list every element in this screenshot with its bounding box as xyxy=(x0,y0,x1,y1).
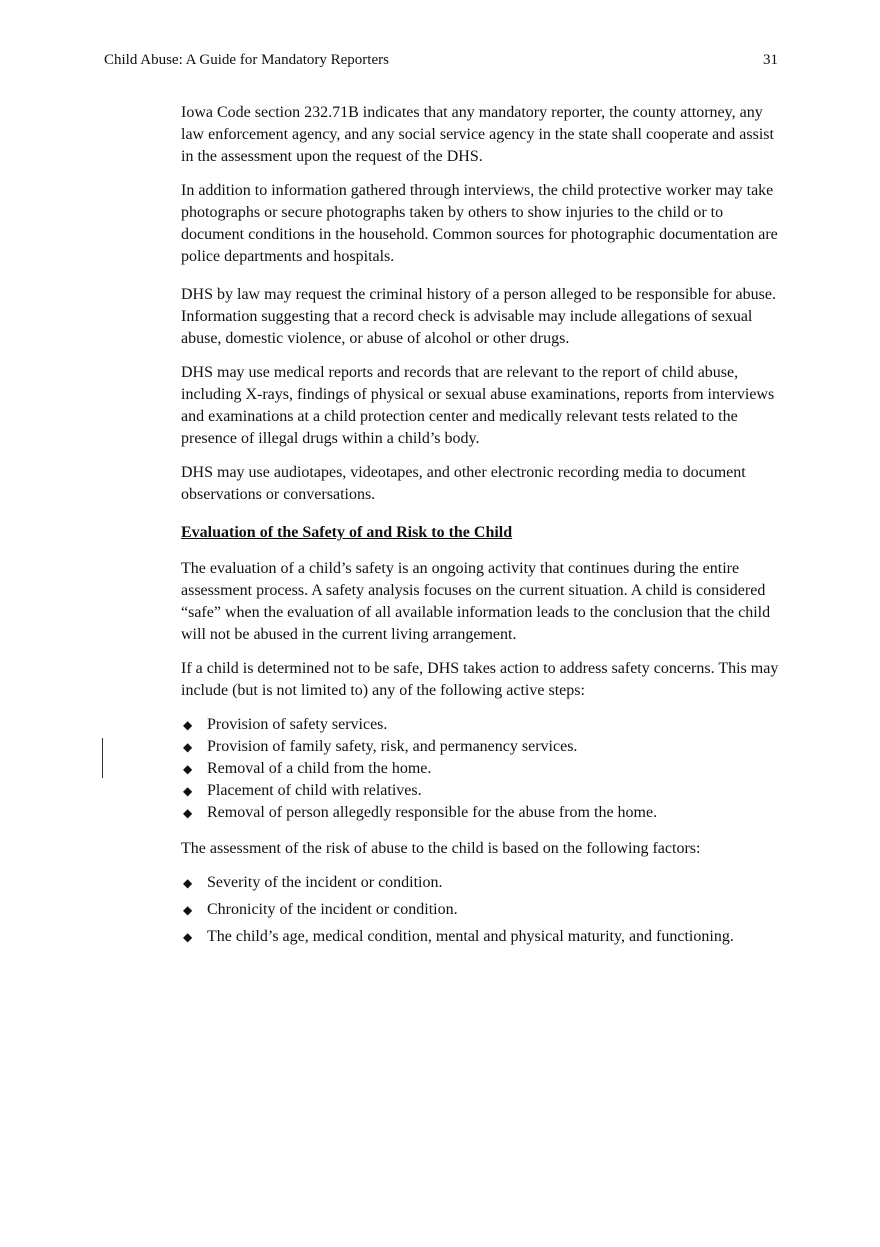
diamond-bullet-icon: ◆ xyxy=(183,784,193,798)
list-item-text: Provision of family safety, risk, and permanency services. xyxy=(207,738,578,755)
risk-factors-list xyxy=(181,872,781,948)
list-item xyxy=(181,780,781,802)
document-title: Child Abuse: A Guide for Mandatory Reporters xyxy=(104,52,389,68)
list-item-text: Placement of child with relatives. xyxy=(207,782,422,799)
list-item-text: Removal of a child from the home. xyxy=(207,760,432,777)
list-item-text: Severity of the incident or condition. xyxy=(207,874,443,891)
page-header xyxy=(104,50,778,70)
safety-steps-list xyxy=(181,714,781,824)
list-item xyxy=(181,926,781,948)
page-number: 31 xyxy=(763,52,778,68)
diamond-bullet-icon: ◆ xyxy=(183,762,193,776)
diamond-bullet-icon: ◆ xyxy=(183,806,193,820)
paragraph-safety-actions: If a child is determined not to be safe, DHS takes action to address safety concerns. This may include (but is not limited to) any of the following active steps: xyxy=(181,660,779,699)
paragraph-risk-assessment: The assessment of the risk of abuse to the child is based on the following factors: xyxy=(181,840,701,857)
list-item-text: The child’s age, medical condition, mental and physical maturity, and functioning. xyxy=(207,928,734,945)
diamond-bullet-icon: ◆ xyxy=(183,718,193,732)
paragraph-iowa-code: Iowa Code section 232.71B indicates that any mandatory reporter, the county attorney, any law enforcement agency, and any social service agency in the state shall cooperate and assist in the assessment upon the request of the DHS. xyxy=(181,104,774,165)
diamond-bullet-icon: ◆ xyxy=(183,876,193,890)
paragraph-medical-reports: DHS may use medical reports and records that are relevant to the report of child abuse, including X-rays, findings of physical or sexual abuse examinations, reports from interviews and examinations at a child protection center and medically relevant tests related to the presence of illegal drugs within a child’s body. xyxy=(181,364,775,447)
list-item xyxy=(181,872,781,894)
list-item xyxy=(181,714,781,736)
diamond-bullet-icon: ◆ xyxy=(183,930,193,944)
paragraph-recording-media: DHS may use audiotapes, videotapes, and other electronic recording media to document observations or conversations. xyxy=(181,464,746,503)
list-item xyxy=(181,758,781,780)
list-item-text: Chronicity of the incident or condition. xyxy=(207,901,458,918)
list-item xyxy=(181,736,781,758)
page-content xyxy=(181,102,781,962)
list-item-text: Removal of person allegedly responsible for the abuse from the home. xyxy=(207,804,658,821)
paragraph-safety-evaluation: The evaluation of a child’s safety is an ongoing activity that continues during the entire assessment process. A safety analysis focuses on the current situation. A child is considered “safe” when the evaluation of all available information leads to the conclusion that the child will not be abused in the current living arrangement. xyxy=(181,560,771,643)
list-item xyxy=(181,899,781,921)
diamond-bullet-icon: ◆ xyxy=(183,740,193,754)
paragraph-criminal-history: DHS by law may request the criminal history of a person alleged to be responsible for abuse. Information suggesting that a record check is advisable may include allegations of sexual abuse, domestic violence, or abuse of alcohol or other drugs. xyxy=(181,286,776,347)
list-item xyxy=(181,802,781,824)
paragraph-photographs: In addition to information gathered through interviews, the child protective worker may take photographs or secure photographs taken by others to show injuries to the child or to document conditions in the household. Common sources for photographic documentation are police departments and hospitals. xyxy=(181,182,778,265)
revision-change-bar xyxy=(102,738,103,778)
diamond-bullet-icon: ◆ xyxy=(183,903,193,917)
list-item-text: Provision of safety services. xyxy=(207,716,388,733)
section-heading: Evaluation of the Safety of and Risk to the Child xyxy=(181,524,513,541)
